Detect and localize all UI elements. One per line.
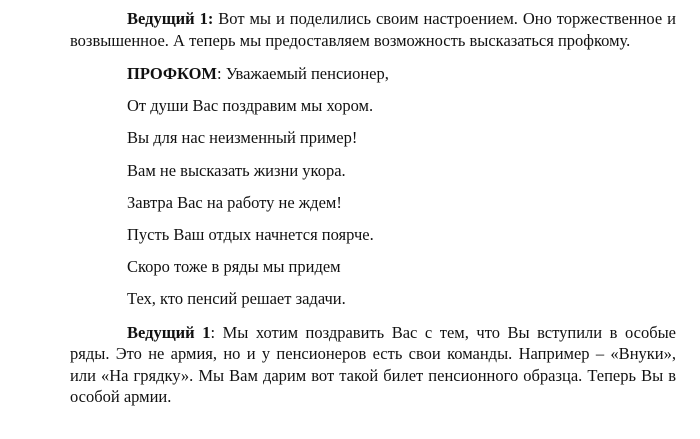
verse-line: Вам не высказать жизни укора. <box>127 160 346 180</box>
speaker-label: Ведущий 1 <box>127 322 211 342</box>
verse-line: Скоро тоже в ряды мы придем <box>127 257 341 277</box>
speaker-label: Ведущий 1: <box>127 9 214 28</box>
paragraph-host-intro <box>70 8 676 51</box>
document-body <box>70 8 676 420</box>
paragraph-text: Вот мы и поделились своим настроением. Оно торжественное и возвышенное. А теперь мы предоставляем возможность высказаться профкому. <box>70 9 676 50</box>
verse-line: Тех, кто пенсий решает задачи. <box>127 289 346 309</box>
verse-text: : Уважаемый пенсионер, <box>217 64 389 83</box>
verse-line: От души Вас поздравим мы хором. <box>127 96 374 116</box>
speaker-label: ПРОФКОМ <box>127 64 217 83</box>
verse-line: Пусть Ваш отдых начнется поярче. <box>127 224 374 244</box>
verse-line <box>70 63 676 95</box>
paragraph-host-ticket <box>70 322 676 408</box>
verse-block <box>70 63 676 321</box>
verse-line: Завтра Вас на работу не ждем! <box>127 192 342 212</box>
verse-line: Вы для нас неизменный пример! <box>127 128 358 148</box>
paragraph-text: : Мы хотим поздравить Вас с тем, что Вы вступили в особые ряды. Это не армия, но и у пенсионеров есть свои команды. Например – «Внуки», или «На грядку». Мы Вам дарим вот такой билет пенсионного образца. Теперь Вы в особой армии. <box>70 322 676 406</box>
